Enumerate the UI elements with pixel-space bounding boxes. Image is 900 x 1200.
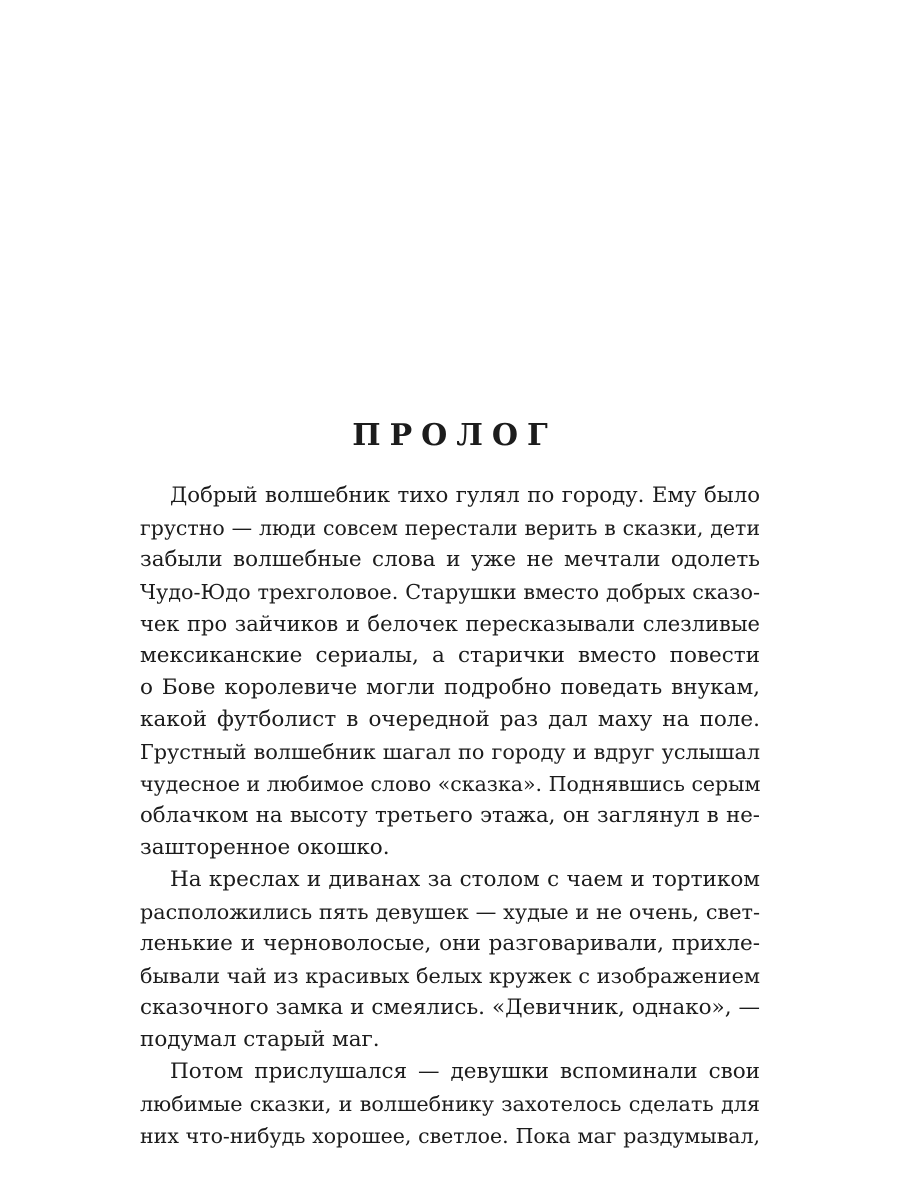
text-line: Чудо-Юдо трехголовое. Старушки вместо добрых сказо- bbox=[140, 580, 760, 604]
text-line: зашторенное окошко. bbox=[140, 835, 390, 860]
text-line: о Бове королевиче могли подробно поведать внукам, bbox=[140, 675, 760, 700]
text-line: Грустный волшебник шагал по городу и вдруг услышал bbox=[140, 740, 760, 764]
text-line: какой футболист в очередной раз дал маху на поле. bbox=[140, 707, 760, 732]
text-line: Добрый волшебник тихо гулял по городу. Ему было bbox=[170, 483, 760, 508]
text-line: мексиканские сериалы, а старички вместо повести bbox=[140, 643, 760, 668]
text-line: чек про зайчиков и белочек пересказывали слезливые bbox=[140, 612, 760, 636]
body-text bbox=[140, 480, 760, 1152]
text-line: расположились пять девушек — худые и не очень, свет- bbox=[140, 900, 760, 924]
text-line: облачком на высоту третьего этажа, он заглянул в не- bbox=[140, 803, 760, 828]
text-line: сказочного замка и смеялись. «Девичник, однако», — bbox=[140, 995, 760, 1020]
text-line: Потом прислушался — девушки вспоминали свои bbox=[170, 1059, 760, 1084]
text-line: На креслах и диванах за столом с чаем и тортиком bbox=[170, 867, 760, 892]
text-line: подумал старый маг. bbox=[140, 1027, 380, 1052]
text-line: грустно — люди совсем перестали верить в сказки, дети bbox=[140, 516, 760, 540]
text-line: бывали чай из красивых белых кружек с изображением bbox=[140, 964, 760, 988]
text-line: чудесное и любимое слово «сказка». Поднявшись серым bbox=[140, 772, 761, 796]
text-line: них что-нибудь хорошее, светлое. Пока маг раздумывал, bbox=[140, 1124, 760, 1148]
text-line: любимые сказки, и волшебнику захотелось сделать для bbox=[140, 1092, 760, 1116]
chapter-title: ПРОЛОГ bbox=[352, 418, 557, 453]
text-line: забыли волшебные слова и уже не мечтали одолеть bbox=[140, 547, 760, 572]
text-line: ленькие и черноволосые, они разговаривали, прихле- bbox=[140, 931, 760, 956]
